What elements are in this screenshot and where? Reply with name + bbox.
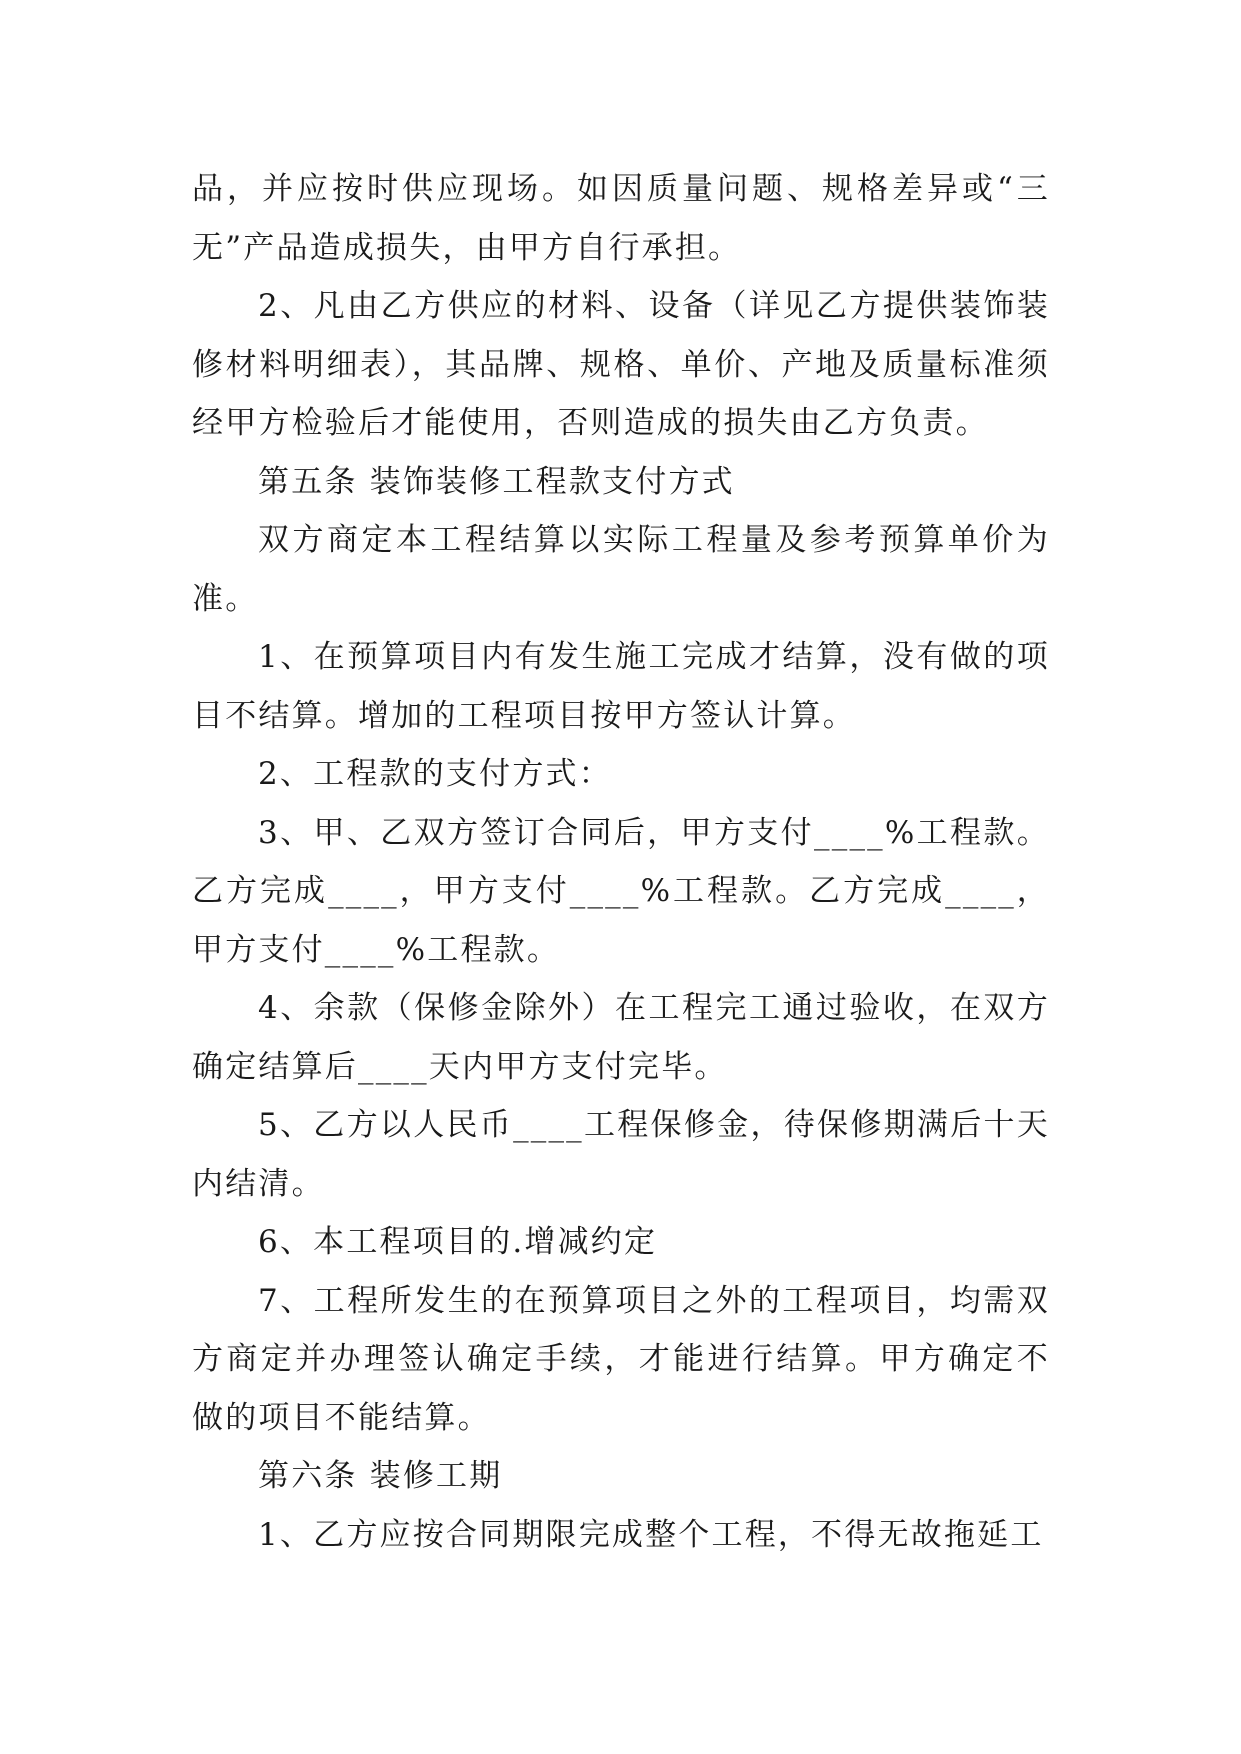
paragraph-settlement-basis: 双方商定本工程结算以实际工程量及参考预算单价为准。 xyxy=(192,522,1050,617)
paragraph-clause-6-changes: 6、本工程项目的.增减约定 xyxy=(258,1224,658,1260)
paragraph-clause-7-extra-items: 7、工程所发生的在预算项目之外的工程项目，均需双方商定并办理签认确定手续，才能进行结算。甲方确定不做的项目不能结算。 xyxy=(192,1282,1050,1436)
document-body xyxy=(192,160,1050,1564)
paragraph-clause-1-settlement: 1、在预算项目内有发生施工完成才结算，没有做的项目不结算。增加的工程项目按甲方签认计算。 xyxy=(192,639,1050,734)
paragraph-clause-1-schedule: 1、乙方应按合同期限完成整个工程，不得无故拖延工 xyxy=(258,1516,1044,1553)
paragraph-clause-4-balance: 4、余款（保修金除外）在工程完工通过验收，在双方确定结算后____天内甲方支付完毕。 xyxy=(192,990,1050,1085)
paragraph-clause-2-materials: 2、凡由乙方供应的材料、设备（详见乙方提供装饰装修材料明细表），其品牌、规格、单价、产地及质量标准须经甲方检验后才能使用，否则造成的损失由乙方负责。 xyxy=(192,288,1050,441)
paragraph-clause-3-installments: 3、甲、乙双方签订合同后，甲方支付____%工程款。乙方完成____，甲方支付____%工程款。乙方完成____，甲方支付____%工程款。 xyxy=(192,814,1050,968)
paragraph-clause-5-warranty-deposit: 5、乙方以人民币____工程保修金，待保修期满后十天内结清。 xyxy=(192,1107,1050,1202)
section-heading-article-5: 第五条 装饰装修工程款支付方式 xyxy=(258,463,735,500)
paragraph-clause-2-payment-method: 2、工程款的支付方式： xyxy=(258,756,612,792)
section-heading-article-6: 第六条 装修工期 xyxy=(258,1458,503,1494)
paragraph-continued-supply-clause: 品，并应按时供应现场。如因质量问题、规格差异或“三无”产品造成损失，由甲方自行承担。 xyxy=(192,171,1050,266)
